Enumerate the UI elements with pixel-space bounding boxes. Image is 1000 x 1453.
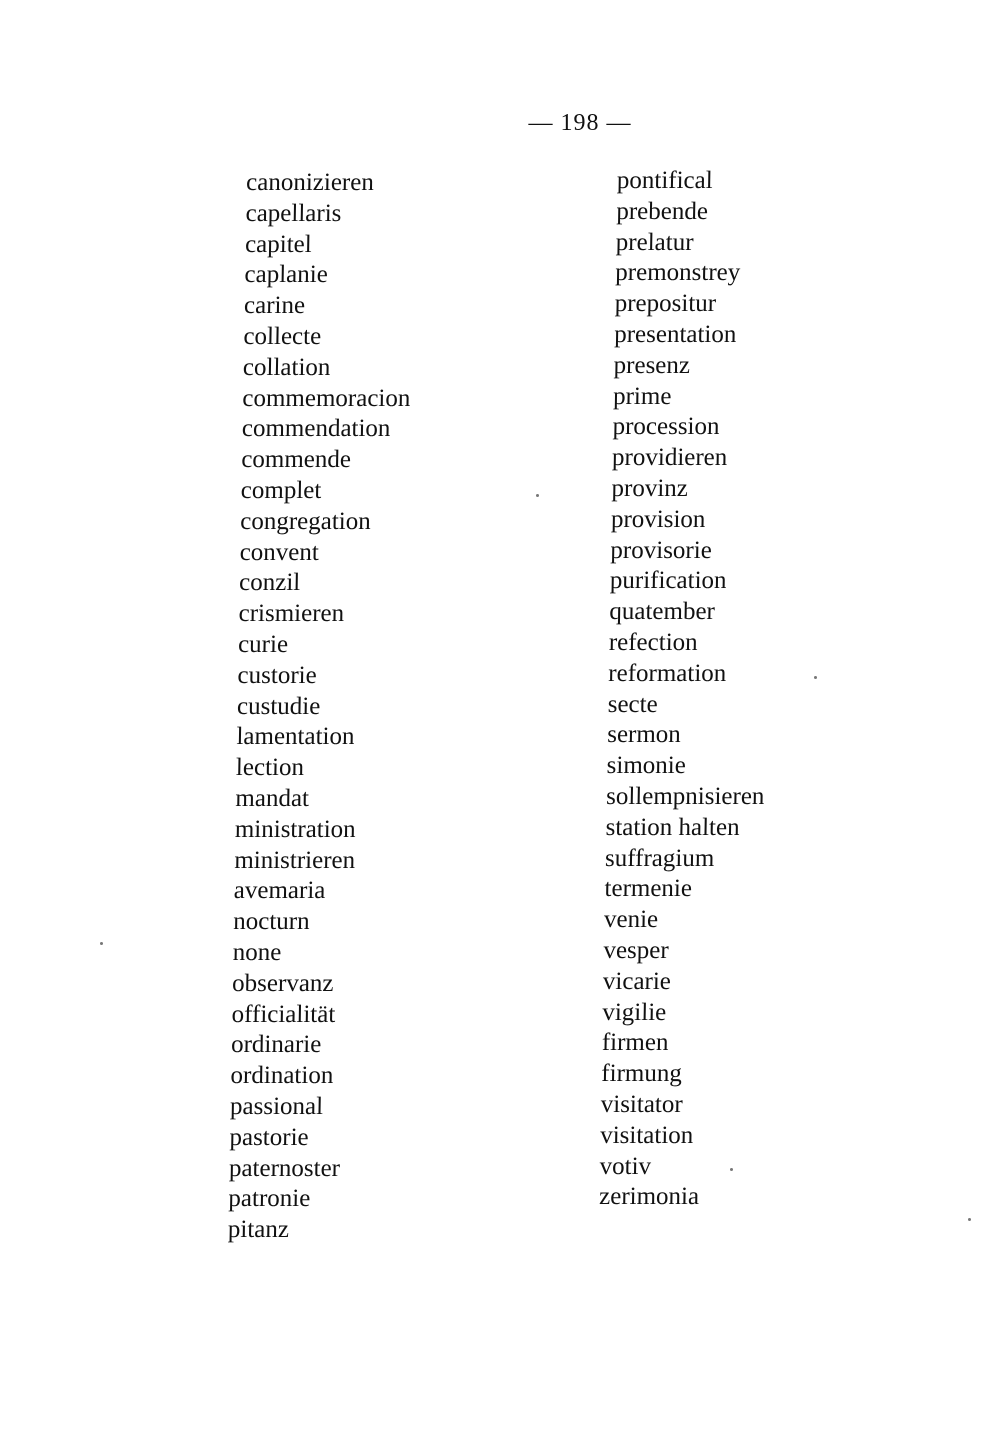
word-list-right <box>599 166 917 1213</box>
word-entry: sollempnisieren <box>605 782 765 810</box>
word-entry: prime <box>612 382 672 410</box>
word-entry: custorie <box>237 661 317 689</box>
word-entry: termenie <box>604 875 693 903</box>
word-entry: premonstrey <box>615 259 741 287</box>
scan-speck <box>814 676 817 679</box>
word-entry: visitator <box>600 1090 683 1118</box>
page-number: — 198 — <box>528 110 632 136</box>
word-entry: canonizieren <box>245 169 375 196</box>
word-entry: collecte <box>243 322 322 350</box>
word-entry: procession <box>612 413 720 441</box>
word-entry: carine <box>243 292 306 320</box>
word-entry: ministration <box>234 815 356 843</box>
word-entry: ordination <box>230 1062 334 1090</box>
word-entry: venie <box>603 906 659 934</box>
word-entry: zerimonia <box>598 1183 700 1211</box>
word-list-left <box>228 168 547 1246</box>
word-entry: secte <box>607 690 658 718</box>
word-entry: suffragium <box>604 844 715 872</box>
word-entry: nocturn <box>233 908 310 936</box>
word-entry: conzil <box>238 569 301 597</box>
word-entry: none <box>232 938 282 966</box>
word-entry: convent <box>239 538 320 566</box>
word-entry: passional <box>229 1092 324 1120</box>
word-entry: mandat <box>235 784 310 812</box>
word-entry: capellaris <box>245 199 342 227</box>
word-entry: firmen <box>601 1029 669 1057</box>
word-entry: curie <box>237 630 289 658</box>
word-entry: presentation <box>613 320 737 348</box>
word-entry: providieren <box>611 444 728 472</box>
word-entry: ministrieren <box>234 846 356 874</box>
word-entry: provinz <box>611 474 689 502</box>
word-entry: quatember <box>609 598 716 626</box>
word-entry: visitation <box>599 1121 694 1149</box>
scan-speck <box>968 1218 971 1221</box>
word-entry: provisorie <box>610 536 713 564</box>
word-entry: caplanie <box>244 261 329 289</box>
word-entry: lamentation <box>236 723 355 751</box>
word-entry: vicarie <box>602 967 672 995</box>
word-entry: prelatur <box>615 228 694 256</box>
word-entry: simonie <box>606 752 687 780</box>
word-entry: complet <box>240 476 322 504</box>
word-entry: collation <box>242 353 331 381</box>
word-entry: custudie <box>236 692 321 720</box>
word-entry: refection <box>608 628 698 656</box>
word-entry: commendation <box>241 415 391 443</box>
word-entry: patronie <box>228 1185 311 1213</box>
word-entry: avemaria <box>233 877 326 905</box>
word-entry: firmung <box>601 1060 683 1088</box>
word-entry: reformation <box>608 659 727 687</box>
word-entry: observanz <box>231 969 334 997</box>
word-entry: pontifical <box>616 167 713 194</box>
word-entry: congregation <box>240 507 371 535</box>
word-entry: commemoracion <box>242 384 411 412</box>
word-entry: sermon <box>606 721 682 749</box>
word-entry: prebende <box>616 197 709 225</box>
word-entry: purification <box>609 567 727 595</box>
word-entry: paternoster <box>228 1154 341 1182</box>
word-entry: capitel <box>244 230 312 258</box>
word-entry: lection <box>235 754 305 782</box>
word-entry: station halten <box>605 813 740 841</box>
word-entry: votiv <box>599 1152 652 1180</box>
word-entry: prepositur <box>614 290 717 318</box>
word-entry: vigilie <box>602 998 667 1026</box>
word-entry: pastorie <box>229 1123 309 1151</box>
word-entry: vesper <box>603 936 669 964</box>
word-entry: ordinarie <box>230 1031 322 1059</box>
word-entry: provision <box>610 505 706 533</box>
word-entry: officialität <box>231 1000 336 1028</box>
word-entry: crismieren <box>238 600 345 628</box>
word-entry: commende <box>241 446 352 474</box>
scan-speck <box>536 494 539 497</box>
word-entry: presenz <box>613 351 691 379</box>
word-entry: pitanz <box>227 1216 290 1244</box>
scan-speck <box>730 1168 733 1171</box>
scan-speck <box>100 942 103 945</box>
